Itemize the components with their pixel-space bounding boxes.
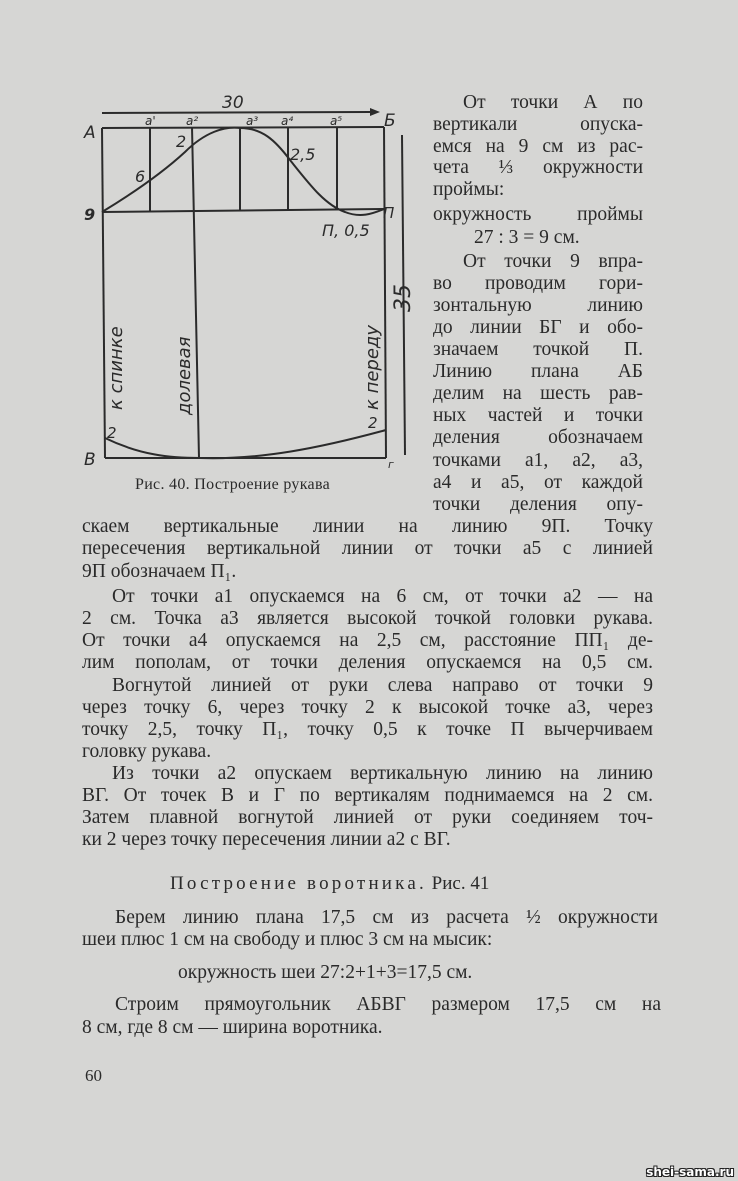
label-V: В [84, 450, 96, 470]
line-AV [102, 128, 105, 458]
label-6: 6 [135, 167, 146, 186]
label-2-right: 2 [368, 414, 378, 432]
text-line: ВГ. От точек В и Г по вертикалям поднимаемся на 2 см. [82, 785, 653, 806]
text-line: От точки а1 опускаемся на 6 см, от точки а2 — на [112, 586, 653, 607]
label-a5: a⁵ [330, 114, 343, 128]
text-line: лим пополам, от точки деления опускаемся на 0,5 см. [82, 652, 653, 673]
text-line: через точку 6, через точку 2 к высокой точке а3, через [82, 697, 653, 718]
text-line: 8 см, где 8 см — ширина воротника. [82, 1017, 383, 1038]
arrow-icon [370, 108, 380, 116]
label-a4: a⁴ [281, 114, 294, 128]
label-height-35: 35 [391, 284, 416, 312]
label-to-back: к спинке [106, 326, 127, 410]
label-a3: a³ [246, 114, 259, 128]
label-width-30: 30 [222, 93, 244, 113]
label-to-front: к переду [362, 324, 383, 410]
line-BG [384, 127, 386, 458]
label-P: П [383, 204, 395, 222]
text-line: точку 2,5, точку П₁, точку 0,5 к точке П вычерчиваем [82, 719, 653, 740]
label-2-5: 2,5 [290, 145, 316, 164]
text-line: Берем линию плана 17,5 см из расчета ½ окружности [115, 907, 658, 928]
text-line: точками а1, а2, а3, [433, 450, 643, 471]
text-line: во проводим гори- [433, 273, 643, 294]
text-line: точки деления опу- [433, 494, 643, 515]
text-line: чета ⅓ окружности [433, 157, 643, 178]
formula-line: окружность шеи 27:2+1+3=17,5 см. [178, 962, 473, 983]
text-line: От точки 9 впра- [463, 251, 643, 272]
text-line: Вогнутой линией от руки слева направо от точки 9 [112, 675, 653, 696]
label-a2: a² [186, 114, 199, 128]
text-line: Линию плана АБ [433, 361, 643, 382]
figure-caption: Рис. 40. Построение рукава [135, 476, 330, 493]
text-line: Строим прямоугольник АБВГ размером 17,5 см на [115, 994, 661, 1015]
text-line: ных частей и точки [433, 405, 643, 426]
formula-line: 27 : 3 = 9 см. [474, 227, 580, 248]
text-line: ки 2 через точку пересечения линии а2 с ВГ. [82, 829, 451, 850]
label-A: А [84, 123, 96, 143]
label-a1: a' [145, 114, 156, 128]
label-B: Б [384, 111, 396, 131]
page-number: 60 [85, 1066, 102, 1085]
text-line: От точки А по [463, 92, 643, 113]
text-line: деления обозначаем [433, 427, 643, 448]
section-heading [170, 873, 489, 895]
text-line: делим на шесть рав- [433, 383, 643, 404]
text-line: а4 и а5, от каждой [433, 472, 643, 493]
text-line: емся на 9 см из рас- [433, 136, 643, 157]
text-line: Затем плавной вогнутой линией от руки соединяем точ- [82, 807, 653, 828]
text-line: Из точки а2 опускаем вертикальную линию на линию [112, 763, 653, 784]
label-2-top: 2 [176, 132, 187, 151]
section-heading-title: Построение воротника. [170, 873, 427, 894]
label-G: г [388, 458, 394, 471]
text-line: От точки а4 опускаемся на 2,5 см, расстояние ПП₁ де- [82, 630, 653, 651]
text-line: шеи плюс 1 см на свободу и плюс 3 см на мысик: [82, 929, 493, 950]
text-line: окружность проймы [433, 204, 643, 225]
text-line: вертикали опуска- [433, 114, 643, 135]
text-line: головку рукава. [82, 741, 212, 762]
watermark: shei-sama.ru [646, 1165, 734, 1179]
text-line: скаем вертикальные линии на линию 9П. Точку [82, 516, 653, 537]
text-line: 2 см. Точка а3 является высокой точкой головки рукава. [82, 608, 653, 629]
label-P1-0-5: П, 0,5 [322, 221, 370, 240]
label-2-left: 2 [107, 424, 117, 442]
text-line: зонтальную линию [433, 295, 643, 316]
label-grainline: долевая [174, 336, 195, 415]
sleeve-hem-curve [105, 430, 386, 458]
label-9: 9 [84, 205, 96, 224]
text-line: значаем точкой П. [433, 339, 643, 360]
text-line: 9П обозначаем П₁. [82, 561, 237, 582]
section-heading-figure-ref: Рис. 41 [431, 873, 490, 894]
text-line: пересечения вертикальной линии от точки а5 с линией [82, 538, 653, 559]
text-line: до линии БГ и обо- [433, 317, 643, 338]
text-line: проймы: [433, 179, 505, 200]
